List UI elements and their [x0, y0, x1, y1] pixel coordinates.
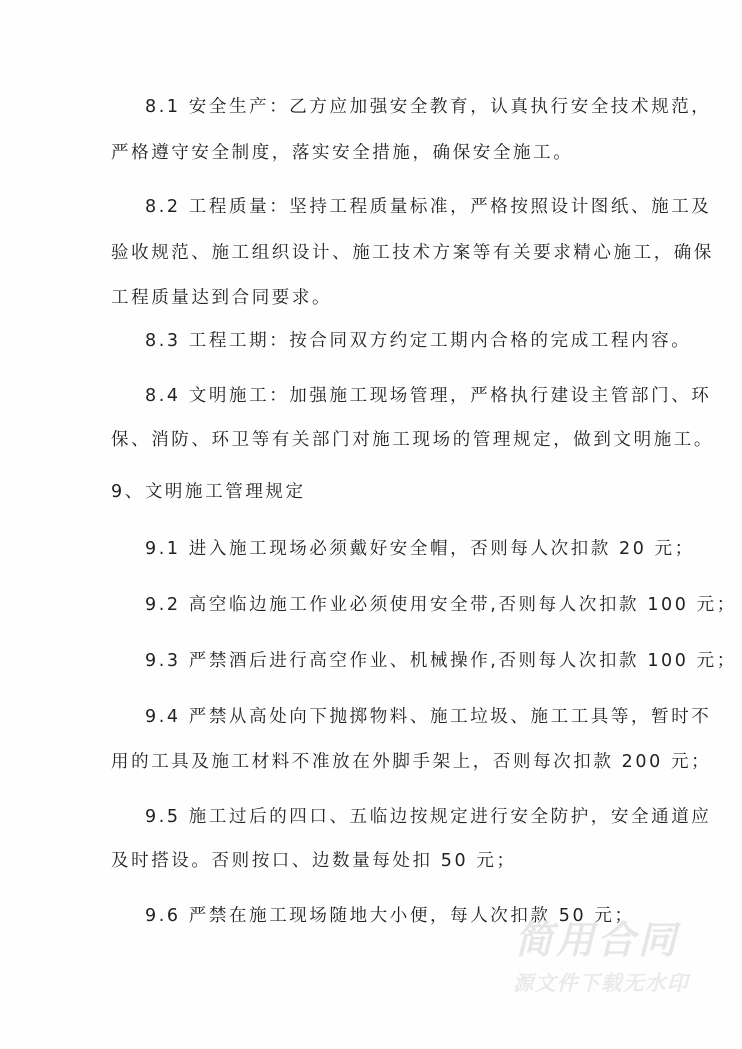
clause-9-5-line-2: 及时搭设。否则按口、边数量每处扣 50 元；: [111, 851, 517, 871]
clause-9-2: 9.2 高空临边施工作业必须使用安全带,否则每人次扣款 100 元；: [145, 595, 737, 615]
clause-8-1-line-2: 严格遵守安全制度，落实安全措施，确保安全施工。: [111, 143, 574, 163]
watermark-subtitle: 源文件下载无水印: [513, 971, 689, 995]
clause-8-3: 8.3 工程工期：按合同双方约定工期内合格的完成工程内容。: [145, 331, 692, 351]
clause-8-2-line-1: 8.2 工程质量：坚持工程质量标准，严格按照设计图纸、施工及: [145, 197, 712, 217]
clause-9-4-line-1: 9.4 严禁从高处向下抛掷物料、施工垃圾、施工工具等，暂时不: [145, 707, 712, 727]
clause-8-2-line-3: 工程质量达到合同要求。: [111, 288, 333, 308]
clause-8-2-line-2: 验收规范、施工组织设计、施工技术方案等有关要求精心施工，确保: [111, 243, 714, 263]
clause-8-4-line-2: 保、消防、环卫等有关部门对施工现场的管理规定，做到文明施工。: [111, 430, 714, 450]
clause-9-6: 9.6 严禁在施工现场随地大小便，每人次扣款 50 元；: [145, 906, 635, 926]
clause-9-1: 9.1 进入施工现场必须戴好安全帽，否则每人次扣款 20 元；: [145, 539, 695, 559]
clause-9-5-line-1: 9.5 施工过后的四口、五临边按规定进行安全防护，安全通道应: [145, 807, 712, 827]
watermark-title: 简用合同: [515, 918, 680, 962]
section-9-heading: 9、文明施工管理规定: [111, 482, 306, 502]
clause-9-3: 9.3 严禁酒后进行高空作业、机械操作,否则每人次扣款 100 元；: [145, 651, 737, 671]
clause-8-4-line-1: 8.4 文明施工：加强施工现场管理，严格执行建设主管部门、环: [145, 386, 712, 406]
clause-8-1-line-1: 8.1 安全生产：乙方应加强安全教育，认真执行安全技术规范，: [145, 97, 712, 117]
clause-9-4-line-2: 用的工具及施工材料不准放在外脚手架上，否则每次扣款 200 元；: [111, 752, 712, 772]
